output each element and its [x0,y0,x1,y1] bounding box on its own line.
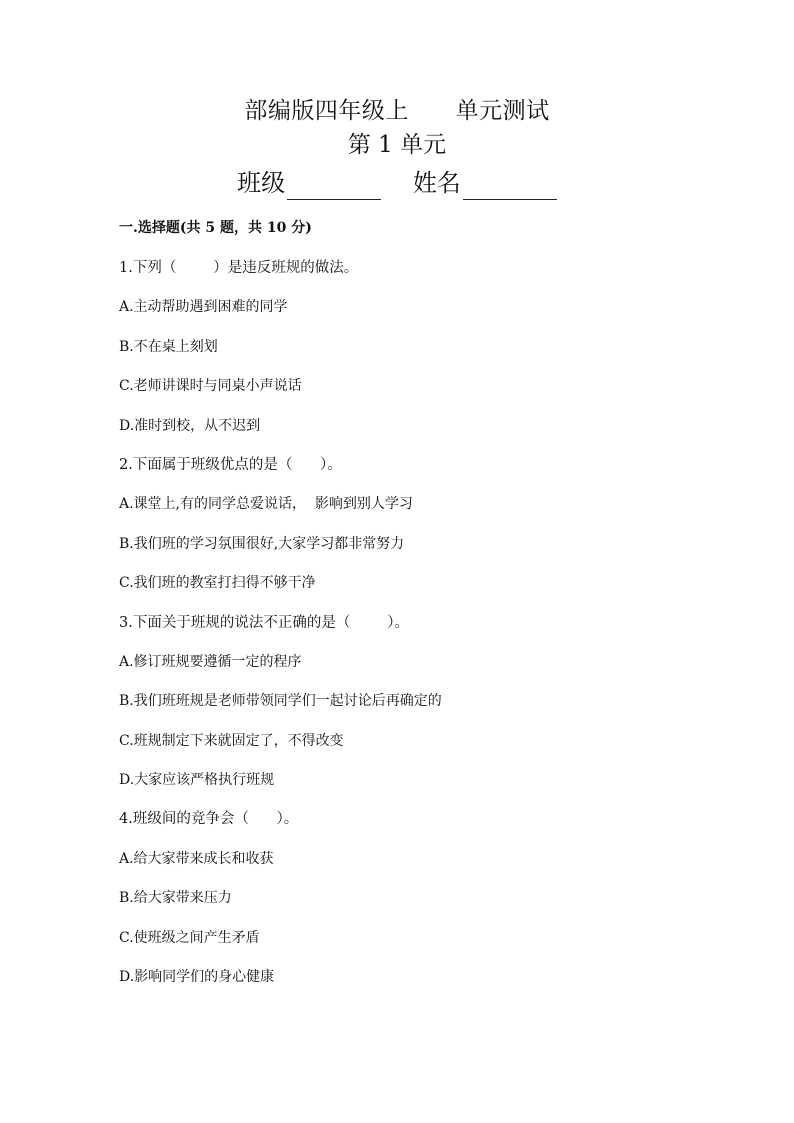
question-stem: 2.下面属于班级优点的是（ ）。 [119,456,342,473]
answer-option: C.老师讲课时与同桌小声说话 [119,378,302,395]
question-stem: 3.下面关于班规的说法不正确的是（ ）。 [119,614,409,631]
class-blank[interactable] [287,173,381,200]
student-info-line [0,166,794,200]
question-stem: 1.下列（ ）是违反班规的做法。 [119,260,359,276]
name-blank[interactable] [463,173,557,200]
answer-option: A.主动帮助遇到困难的同学 [119,299,288,316]
answer-option: B.给大家带来压力 [119,890,232,907]
answer-option: B.我们班班规是老师带领同学们一起讨论后再确定的 [119,693,442,710]
answer-option: C.我们班的教室打扫得不够干净 [119,575,316,592]
answer-option: D.大家应该严格执行班规 [119,772,275,789]
question-list [119,257,719,1005]
answer-option: B.我们班的学习氛围很好,大家学习都非常努力 [119,535,405,552]
answer-option: A.修订班规要遵循一定的程序 [119,653,302,670]
name-label: 姓名 [412,169,461,197]
answer-option: D.影响同学们的身心健康 [119,969,275,986]
title-block [0,94,794,162]
answer-option: A.课堂上,有的同学总爱说话， 影响到别人学习 [119,496,413,513]
section-heading: 一.选择题(共 5 题，共 10 分) [119,220,312,236]
name-field-group [413,166,557,200]
class-field-group [237,166,381,200]
question-stem: 4.班级间的竞争会（ ）。 [119,811,299,828]
answer-option: C.班规制定下来就固定了，不得改变 [119,732,344,749]
page-title: 部编版四年级上 单元测试 [244,98,550,124]
answer-option: B.不在桌上刻划 [119,338,218,355]
answer-option: C.使班级之间产生矛盾 [119,929,260,946]
answer-option: A.给大家带来成长和收获 [119,850,274,867]
unit-subtitle: 第 1 单元 [347,132,447,158]
answer-option: D.准时到校，从不迟到 [119,417,261,434]
class-label: 班级 [237,169,286,197]
